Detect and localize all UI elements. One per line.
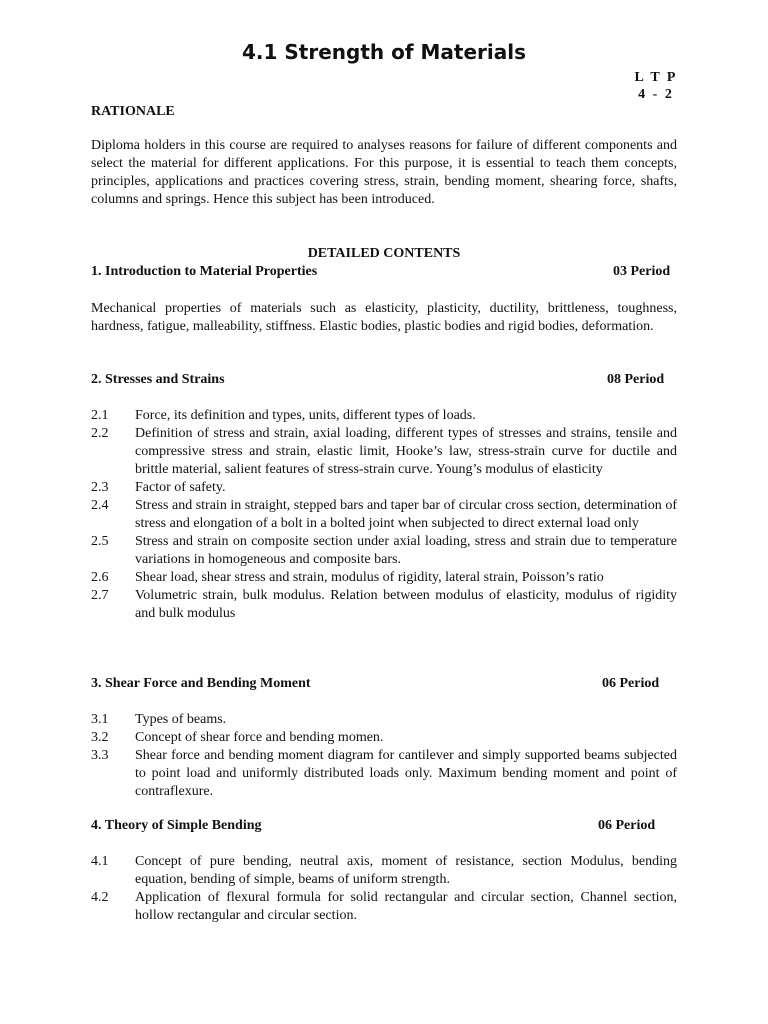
item-number: 2.3	[91, 480, 109, 495]
detailed-contents-heading: DETAILED CONTENTS	[307, 246, 461, 261]
item-text: Application of flexural formula for solid rectangular and circular section, Channel section, hollow rectangular and circular section.	[135, 890, 677, 923]
list-item	[91, 569, 677, 587]
section-title: 2. Stresses and Strains	[91, 372, 225, 387]
list-item	[91, 425, 677, 479]
ltp-header: L T P	[634, 70, 678, 85]
list-item	[91, 853, 677, 889]
section-period: 08 Period	[607, 372, 665, 387]
section-heading-4	[91, 818, 677, 836]
item-text: Shear load, shear stress and strain, modulus of rigidity, lateral strain, Poisson’s ratio	[135, 570, 604, 585]
item-number: 3.2	[91, 730, 109, 745]
section-title: 3. Shear Force and Bending Moment	[91, 676, 311, 691]
item-text: Volumetric strain, bulk modulus. Relation between modulus of elasticity, modulus of rigidity and bulk modulus	[135, 588, 677, 621]
list-item	[91, 407, 677, 425]
section-heading-3	[91, 676, 677, 694]
list-item	[91, 479, 677, 497]
list-item	[91, 747, 677, 801]
page-title: 4.1 Strength of Materials	[241, 40, 526, 64]
list-item	[91, 497, 677, 533]
rationale-text: Diploma holders in this course are required to analyses reasons for failure of different components and select the material for different applications. For this purpose, it is essential to teach them concepts, principles, applications and practices covering stress, strain, bending moment, shearing force, shafts, columns and springs. Hence this subject has been introduced.	[91, 138, 677, 207]
item-number: 4.1	[91, 854, 109, 869]
section-3-list	[91, 711, 677, 801]
item-number: 3.3	[91, 748, 109, 763]
rationale-heading: RATIONALE	[91, 104, 175, 119]
item-text: Stress and strain on composite section under axial loading, stress and strain due to temperature variations in homogeneous and composite bars.	[135, 534, 677, 567]
item-number: 2.1	[91, 408, 109, 423]
item-text: Concept of pure bending, neutral axis, moment of resistance, section Modulus, bending equation, bending of simple, beams of uniform strength.	[135, 854, 677, 887]
section-heading-2	[91, 372, 677, 390]
list-item	[91, 711, 677, 729]
item-text: Shear force and bending moment diagram for cantilever and simply supported beams subjected to point load and uniformly distributed loads only. Maximum bending moment and point of contraflexure.	[135, 748, 677, 799]
item-text: Definition of stress and strain, axial loading, different types of stresses and strains, tensile and compressive stress and strain, elastic limit, Hooke’s law, stress-strain curve for ductile and brittle material, salient features of stress-strain curve. Young’s modulus of elasticity	[135, 426, 677, 477]
item-number: 3.1	[91, 712, 109, 727]
section-period: 03 Period	[613, 264, 671, 279]
section-title: 4. Theory of Simple Bending	[91, 818, 262, 833]
item-text: Force, its definition and types, units, different types of loads.	[135, 408, 476, 423]
section-title: 1. Introduction to Material Properties	[91, 264, 318, 279]
item-number: 2.7	[91, 588, 109, 603]
list-item	[91, 729, 677, 747]
item-number: 2.4	[91, 498, 109, 513]
section-2-list	[91, 407, 677, 623]
section-1-text: Mechanical properties of materials such as elasticity, plasticity, ductility, brittleness, toughness, hardness, fatigue, malleability, stiffness. Elastic bodies, plastic bodies and rigid bodies, deformation.	[91, 301, 677, 334]
list-item	[91, 889, 677, 925]
section-period: 06 Period	[602, 676, 660, 691]
item-text: Types of beams.	[135, 712, 227, 727]
item-number: 2.2	[91, 426, 109, 441]
list-item	[91, 533, 677, 569]
item-text: Factor of safety.	[135, 480, 226, 495]
section-period: 06 Period	[598, 818, 656, 833]
section-4-list	[91, 853, 677, 925]
list-item	[91, 587, 677, 623]
ltp-values: 4 - 2	[638, 87, 674, 102]
ltp-block	[630, 69, 682, 103]
section-heading-1	[91, 264, 677, 282]
item-number: 4.2	[91, 890, 109, 905]
item-text: Concept of shear force and bending momen.	[135, 730, 384, 745]
item-number: 2.5	[91, 534, 109, 549]
item-text: Stress and strain in straight, stepped bars and taper bar of circular cross section, determination of stress and elongation of a bolt in a bolted joint when subjected to direct external load only	[135, 498, 677, 531]
item-number: 2.6	[91, 570, 109, 585]
